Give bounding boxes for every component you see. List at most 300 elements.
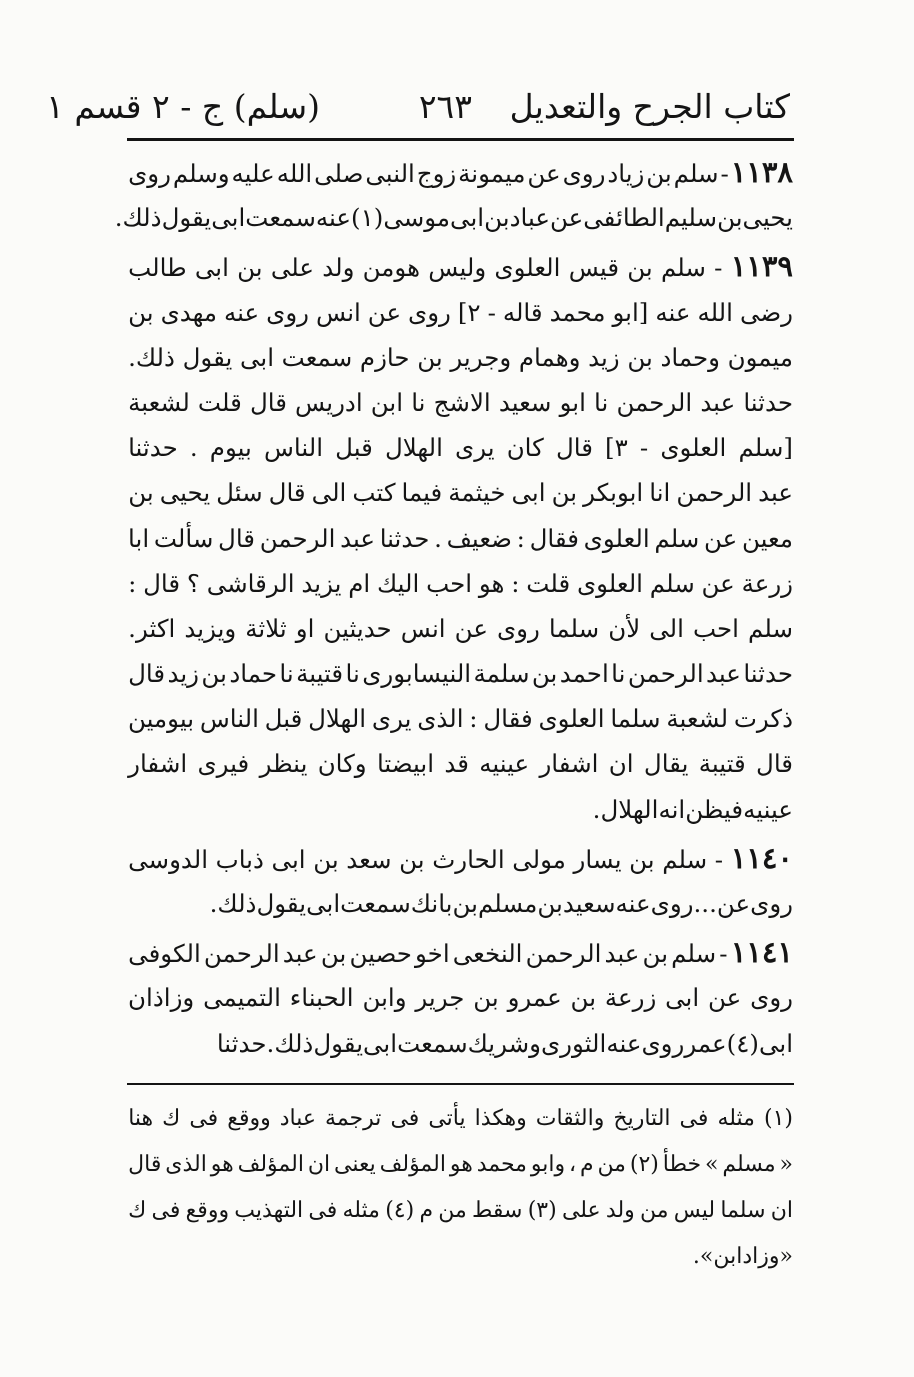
word: عن xyxy=(367,297,402,327)
word: ترجمة xyxy=(325,1106,382,1131)
word: المؤلف xyxy=(379,1152,446,1177)
word: عن xyxy=(454,613,488,643)
word: الذى xyxy=(165,1152,207,1177)
word: حدثنا xyxy=(128,433,178,463)
text-line xyxy=(128,516,793,561)
word: من xyxy=(597,1152,626,1177)
word: ». xyxy=(692,1244,714,1269)
word: الله xyxy=(697,297,733,327)
word: وشريك xyxy=(467,1028,541,1058)
text-line xyxy=(114,195,793,240)
word: الدوسى xyxy=(128,844,209,874)
word: ٣] xyxy=(605,433,628,463)
word: ان xyxy=(608,749,634,779)
word: - xyxy=(714,844,724,874)
word: يقال xyxy=(643,749,689,779)
word: يحيى xyxy=(742,203,793,233)
word: عبد xyxy=(758,478,793,508)
word: وزاد xyxy=(742,1244,780,1269)
word: ابى xyxy=(450,203,485,233)
word: احب xyxy=(692,613,739,643)
word: ابى xyxy=(271,844,306,874)
word: نا xyxy=(411,387,426,417)
word: بن xyxy=(642,939,669,969)
text-line xyxy=(128,696,793,741)
word: يأتى xyxy=(428,1106,466,1131)
entry-number: ١١٣٩ xyxy=(730,249,793,284)
word: . xyxy=(434,523,442,553)
word: حدثنا xyxy=(379,523,430,553)
word: « xyxy=(779,1244,793,1269)
word: ، xyxy=(568,1152,577,1177)
word: سمعت xyxy=(340,889,411,918)
word: محمد xyxy=(549,297,606,327)
word: بن xyxy=(717,203,743,233)
text-line xyxy=(128,836,793,881)
word: ينظر xyxy=(259,749,308,779)
word: روى xyxy=(128,159,171,188)
text-line xyxy=(128,606,793,651)
word: الثورى xyxy=(541,1028,607,1058)
word: الناس xyxy=(199,704,259,734)
word: [ابو xyxy=(612,297,649,327)
word: يسار xyxy=(573,844,622,874)
word: عن xyxy=(704,523,738,553)
word: مسلم xyxy=(722,1152,776,1177)
word: حدثنا xyxy=(743,659,793,689)
word: قد xyxy=(444,749,469,779)
word: ابى xyxy=(194,253,229,283)
word: قبل xyxy=(264,704,303,734)
word: فيظن xyxy=(685,794,744,824)
word: هنا xyxy=(128,1106,154,1131)
header-rule xyxy=(127,138,794,141)
word: روى xyxy=(750,889,793,918)
word: هومن xyxy=(362,253,420,283)
word: بن xyxy=(531,659,558,689)
word: قتيبة xyxy=(698,749,746,779)
word: (٤) xyxy=(385,1198,415,1223)
word: سئل xyxy=(216,478,263,508)
word: عنه xyxy=(315,203,352,233)
word: النخعى xyxy=(452,939,523,969)
word: فى xyxy=(679,1106,709,1131)
word: معين xyxy=(742,523,793,553)
word: اشفار xyxy=(539,749,599,779)
word: قال xyxy=(143,568,181,598)
word: يرى xyxy=(371,704,412,734)
word: - xyxy=(639,433,649,463)
word: روى xyxy=(641,1028,685,1058)
word: الرحمن xyxy=(525,939,602,969)
word: اشفار xyxy=(128,749,188,779)
word: : xyxy=(511,568,520,598)
word: » xyxy=(704,1152,719,1177)
word: فى xyxy=(390,1106,420,1131)
word: عبد xyxy=(282,939,318,969)
word: الكوفى xyxy=(128,939,201,969)
word: فى xyxy=(308,1198,338,1223)
word: يزيد xyxy=(301,568,342,598)
word: الرحمن xyxy=(616,387,693,417)
word: ولد xyxy=(322,253,355,283)
word: بن xyxy=(629,844,655,874)
word: كان xyxy=(506,433,544,463)
word: ميمون xyxy=(727,342,793,372)
word: طالب xyxy=(128,253,187,283)
word: قلت xyxy=(197,387,242,417)
text-line xyxy=(128,1188,793,1234)
word: روى xyxy=(408,297,451,327)
word: وحماد xyxy=(660,342,720,372)
word: بن xyxy=(128,478,154,508)
word: ابن xyxy=(713,1244,743,1269)
word: - xyxy=(714,253,723,283)
word: عينيه xyxy=(743,794,793,824)
word: سقط xyxy=(472,1198,523,1223)
word: او xyxy=(295,613,315,643)
text-line xyxy=(128,975,793,1020)
word: وسلم xyxy=(172,159,230,188)
word: حدثنا xyxy=(743,387,793,417)
word: ك xyxy=(162,1106,181,1131)
word: ان xyxy=(307,1152,331,1177)
word: رضى xyxy=(739,297,793,327)
word: [سلم xyxy=(738,433,793,463)
word: : xyxy=(516,523,525,553)
word: بن xyxy=(627,342,653,372)
word: يحيى xyxy=(159,478,211,508)
word: ذكرت xyxy=(733,704,793,734)
word: قاله xyxy=(502,297,543,327)
word: بن xyxy=(537,889,563,918)
word: عن xyxy=(549,203,584,233)
word: عن xyxy=(701,568,735,598)
text-line xyxy=(128,470,793,515)
page-number: ٢٦٣ xyxy=(418,87,472,126)
word: محمد xyxy=(476,1152,527,1177)
word: ابا xyxy=(128,523,150,553)
word: الرحمن xyxy=(203,939,280,969)
word: عبد xyxy=(700,387,736,417)
word: لشعبة xyxy=(666,704,729,734)
entry-number: ١١٣٨ xyxy=(730,155,793,189)
word: سلمة xyxy=(473,659,530,689)
word: على xyxy=(270,253,315,283)
word: جرير xyxy=(415,983,465,1013)
word: وهكذا xyxy=(474,1106,527,1131)
word: اكثر. xyxy=(128,613,176,643)
word: سلم xyxy=(654,523,700,553)
text-line xyxy=(128,150,793,195)
word: قال xyxy=(218,523,256,553)
word: يعنى xyxy=(334,1152,376,1177)
word: سمعت xyxy=(245,203,316,233)
section-label: (سلم) ج - ٢ قسم ١ xyxy=(46,87,320,126)
word: (١) xyxy=(763,1106,793,1131)
word: يقول xyxy=(182,342,233,372)
word: ابيضتا xyxy=(376,749,435,779)
word: حازم xyxy=(359,342,410,372)
word: زرعة xyxy=(604,983,657,1013)
word: بن xyxy=(627,253,653,283)
word: ابى xyxy=(758,1028,793,1058)
text-line xyxy=(128,881,793,926)
word: وابن xyxy=(362,983,407,1013)
word: والثقات xyxy=(535,1106,605,1131)
word: ابى xyxy=(363,1028,398,1058)
word: قال xyxy=(756,749,793,779)
word: الرحمن xyxy=(676,478,753,508)
word: سلم xyxy=(671,939,717,969)
word: سمعت xyxy=(281,342,353,372)
word: عباد xyxy=(509,203,550,233)
word: ابوبكر xyxy=(583,478,644,508)
text-line xyxy=(128,787,793,832)
word: قلت xyxy=(526,568,571,598)
word: ابى xyxy=(665,983,700,1013)
word: وليس xyxy=(428,253,487,283)
word: بن xyxy=(237,253,263,283)
word: الهلال xyxy=(384,433,443,463)
entry-number: ١١٤٠ xyxy=(730,840,793,875)
word: الله xyxy=(276,159,313,188)
word: ... xyxy=(693,889,717,918)
word: ؟ xyxy=(186,568,200,598)
word: سعيد xyxy=(562,889,616,918)
word: الرحمن xyxy=(259,523,336,553)
word: الهلال xyxy=(308,704,367,734)
word: (٢) xyxy=(629,1152,659,1177)
word: اليك xyxy=(376,568,420,598)
word: عبد xyxy=(604,939,640,969)
word: صلى xyxy=(314,159,364,188)
word: عليه xyxy=(231,159,275,188)
book-title: كتاب الجرح والتعديل xyxy=(509,87,790,126)
word: ابن xyxy=(370,387,404,417)
word: بن xyxy=(646,159,672,188)
word: م xyxy=(419,1198,434,1223)
word: خيثمة xyxy=(448,478,506,508)
word: على xyxy=(561,1198,601,1223)
word: فيما xyxy=(401,478,443,508)
word: زيد xyxy=(167,659,200,689)
word: عنه xyxy=(655,297,691,327)
word: مسلم xyxy=(478,889,538,918)
word: مثله xyxy=(342,1198,380,1223)
word: كتب xyxy=(352,478,396,508)
word: ابى xyxy=(211,203,246,233)
main-text xyxy=(114,150,793,1066)
word: - xyxy=(719,939,728,969)
text-line xyxy=(128,741,793,786)
word: (٣) xyxy=(527,1198,557,1223)
word: العلوى xyxy=(576,568,643,598)
word: نا xyxy=(594,387,609,417)
word: عينيه xyxy=(479,749,530,779)
word: : xyxy=(128,568,137,598)
word: الاشج xyxy=(433,387,491,417)
word: سعد xyxy=(346,844,392,874)
word: وكان xyxy=(317,749,367,779)
word: ذباب xyxy=(215,844,264,874)
word: هو xyxy=(449,1152,473,1177)
word: سلما xyxy=(720,1198,766,1223)
word: ذلك. xyxy=(128,342,175,372)
word: نا xyxy=(345,659,360,689)
word: عنه xyxy=(615,889,651,918)
word: لأن xyxy=(608,613,641,643)
text-line xyxy=(128,930,793,975)
word: قيس xyxy=(568,253,620,283)
word: سلم xyxy=(649,568,695,598)
word: ذلك. xyxy=(209,889,257,918)
word: ذلك xyxy=(274,1028,314,1058)
word: فقال xyxy=(529,523,579,553)
text-line xyxy=(128,1142,793,1188)
word: سعيد xyxy=(498,387,552,417)
word: ام xyxy=(348,568,371,598)
word: الطائفى xyxy=(583,203,665,233)
word: فى xyxy=(189,1106,219,1131)
word: روى xyxy=(266,297,309,327)
text-line xyxy=(128,1021,793,1066)
word: من xyxy=(640,1198,669,1223)
word: بن xyxy=(452,889,478,918)
word: الحبناء xyxy=(289,983,354,1013)
footnotes xyxy=(128,1096,793,1280)
word: زوج xyxy=(416,159,457,188)
word: « xyxy=(779,1152,793,1177)
word: يقول xyxy=(313,1028,364,1058)
word: قبل xyxy=(335,433,373,463)
word: احمد xyxy=(559,659,609,689)
word: فى xyxy=(151,1198,181,1223)
word: ابى xyxy=(511,478,546,508)
word: انا xyxy=(649,478,671,508)
word: (١) xyxy=(351,203,384,233)
word: عنه xyxy=(606,1028,642,1058)
word: . xyxy=(114,203,123,233)
word: الرحمن xyxy=(627,659,704,689)
word: وهمام xyxy=(518,342,581,372)
word: العلوى xyxy=(538,704,605,734)
word: ووقع xyxy=(227,1106,271,1131)
word: ابى xyxy=(239,342,274,372)
word: الى xyxy=(311,478,347,508)
word: وزاذان xyxy=(128,983,195,1013)
word: العلوى xyxy=(494,253,561,283)
text-line xyxy=(128,380,793,425)
word: المؤلف xyxy=(237,1152,304,1177)
word: انس xyxy=(400,613,446,643)
word: ادريس xyxy=(295,387,363,417)
word: روى xyxy=(650,889,694,918)
word: لشعبة xyxy=(128,387,190,417)
word: ابى xyxy=(306,889,341,918)
word: النبى xyxy=(365,159,415,188)
word: زيد xyxy=(588,342,620,372)
word: التهذيب xyxy=(234,1198,304,1223)
word: . xyxy=(266,1028,275,1058)
word: بن xyxy=(313,844,339,874)
word: فيرى xyxy=(197,749,250,779)
word: الهلال xyxy=(600,794,659,824)
word: من xyxy=(438,1198,467,1223)
word: وجرير xyxy=(450,342,512,372)
word: سلما xyxy=(548,613,600,643)
word: سألت xyxy=(153,523,214,553)
word: بن xyxy=(201,659,227,689)
word: بيومين xyxy=(128,704,195,734)
text-line xyxy=(128,244,793,289)
word: سمعت xyxy=(397,1028,468,1058)
word: : xyxy=(469,704,478,734)
word: روى xyxy=(497,613,540,643)
entry-number: ١١٤١ xyxy=(730,935,793,970)
word: بن xyxy=(473,983,499,1013)
word: (٤) xyxy=(726,1028,759,1058)
word: حدثنا xyxy=(216,1028,267,1058)
word: عمرو xyxy=(507,983,562,1013)
word: سلم xyxy=(660,253,706,283)
word: يقول xyxy=(256,889,307,918)
word: زرعة xyxy=(741,568,793,598)
word: الذى xyxy=(417,704,464,734)
word: عن xyxy=(708,983,742,1013)
word: روى xyxy=(562,159,606,188)
word: ووقع xyxy=(185,1198,230,1223)
word: ان xyxy=(770,1198,793,1223)
text-line xyxy=(128,561,793,606)
word: الناس xyxy=(263,433,324,463)
word: عن xyxy=(716,889,751,918)
word: بن xyxy=(484,203,510,233)
text-line xyxy=(128,1096,793,1142)
word: قال xyxy=(128,1152,162,1177)
word: قال xyxy=(249,387,287,417)
word: احب xyxy=(426,568,473,598)
word: قال xyxy=(128,659,166,689)
word: عن xyxy=(527,159,561,188)
word: بانك xyxy=(410,889,453,918)
word: انس xyxy=(315,297,361,327)
word: - xyxy=(487,297,496,327)
word: بن xyxy=(320,939,347,969)
word: بن xyxy=(128,297,154,327)
word: م xyxy=(579,1152,594,1177)
word: ولد xyxy=(605,1198,635,1223)
footnote-rule xyxy=(127,1083,794,1085)
word: وابو xyxy=(530,1152,566,1177)
word: انه xyxy=(658,794,686,824)
text-line xyxy=(128,290,793,335)
word: بن xyxy=(551,478,578,508)
word: العلوى xyxy=(583,523,650,553)
word: هو xyxy=(478,568,505,598)
text-line xyxy=(128,1234,793,1280)
word: - xyxy=(720,159,729,188)
word: عنه xyxy=(224,297,260,327)
text-line xyxy=(128,651,793,696)
word: روى xyxy=(750,983,793,1013)
word: ابو xyxy=(559,387,586,417)
word: حماد xyxy=(229,659,277,689)
word: التاريخ xyxy=(613,1106,671,1131)
word: بيوم xyxy=(209,433,252,463)
word: . xyxy=(592,794,601,824)
word: سلم xyxy=(673,159,719,188)
